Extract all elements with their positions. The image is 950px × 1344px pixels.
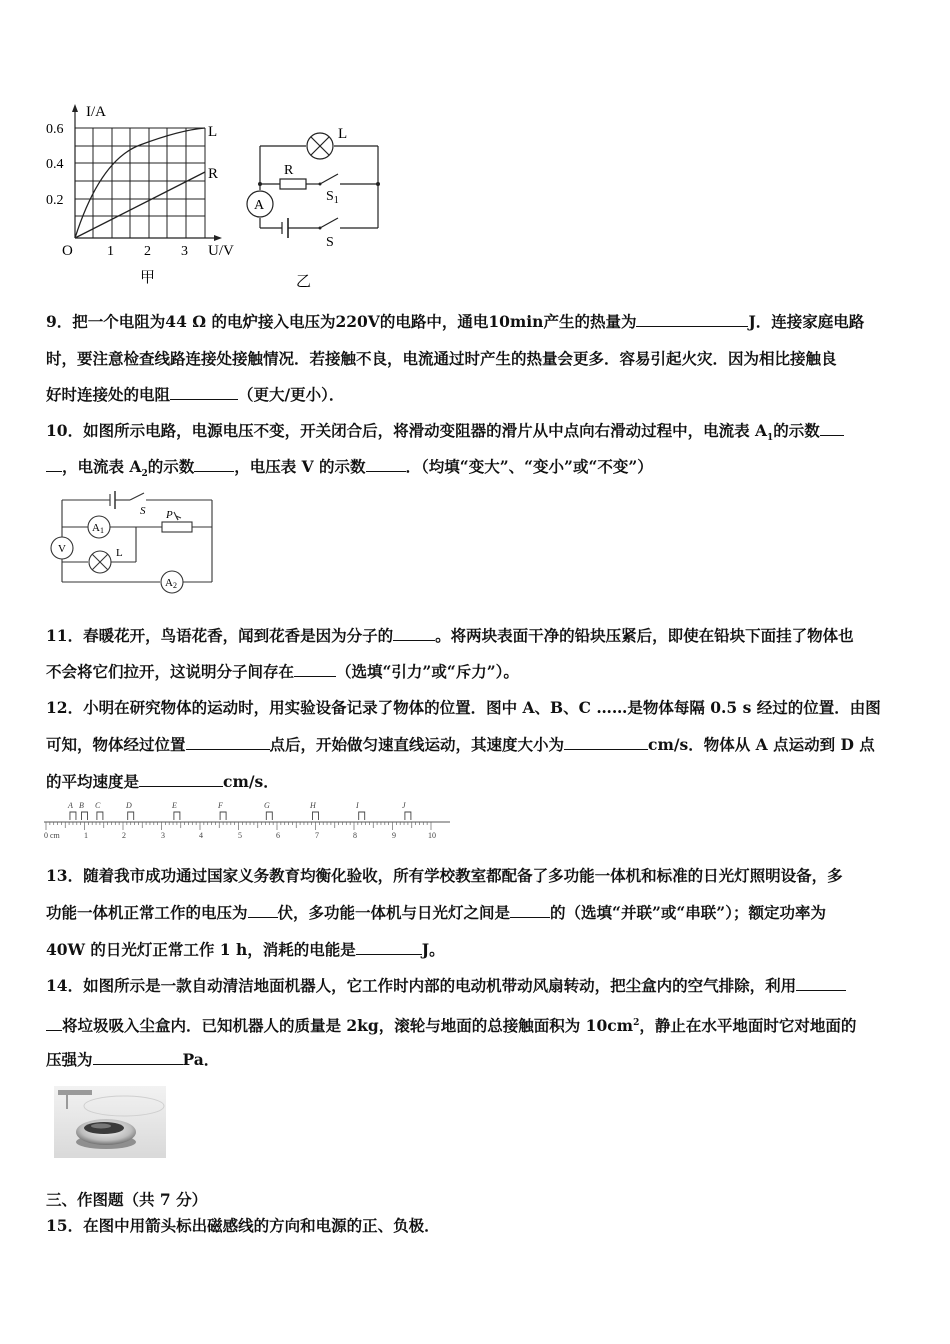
question-9-line-3: 好时连接处的电阻 （更大/更小）．: [46, 385, 345, 404]
circuit-q10: [44, 490, 220, 602]
ruler-position-marker: [82, 812, 88, 820]
y-tick: 0.6: [46, 122, 64, 137]
slider-label: P: [166, 509, 173, 521]
ruler-scale-label: 3: [161, 831, 165, 840]
ruler-position-marker: [220, 812, 226, 820]
x-tick: 2: [144, 244, 151, 259]
ruler-scale-label: 4: [199, 831, 203, 840]
ruler-scale-label: 6: [276, 831, 280, 840]
ruler-point-label: G: [264, 801, 270, 810]
ruler-scale-label: 10: [428, 831, 436, 840]
question-13-line-1: 13．随着我市成功通过国家义务教育均衡化验收，所有学校教室都配备了多功能一体机和标准的日光灯照明设备，多: [46, 866, 843, 885]
ruler-scale-label: 8: [353, 831, 357, 840]
ruler-position-marker: [313, 812, 319, 820]
answer-blank[interactable]: [194, 457, 234, 472]
lamp-label: L: [338, 126, 348, 142]
answer-blank[interactable]: [46, 1016, 62, 1031]
ruler-position-marker: [128, 812, 134, 820]
question-14-line-3: 压强为 Pa．: [46, 1050, 220, 1069]
question-13-line-2: 功能一体机正常工作的电压为 伏，多功能一体机与日光灯之间是 的（选填“并联”或“串联”）；额定功率为: [46, 903, 826, 922]
robot-vacuum-image: [54, 1086, 166, 1158]
origin-label: O: [62, 243, 73, 259]
ruler-position-marker: [405, 812, 411, 820]
x-tick: 3: [181, 244, 188, 259]
question-9-line-1: 9．把一个电阻为44 Ω 的电炉接入电压为220V的电路中，通电10min产生的热量为 J．连接家庭电路: [46, 312, 865, 331]
question-12-line-1: 12．小明在研究物体的运动时，用实验设备记录了物体的位置．图中 A、B、C ……是物体每隔 0.5 s 经过的位置．由图: [46, 698, 881, 717]
resistor-label: R: [284, 163, 294, 178]
question-10-line-2: ，电流表 $A_2$的示数 ，电压表 V 的示数 ．（均填“变大”、“变小”或“不变”）: [46, 457, 908, 484]
answer-blank[interactable]: [564, 735, 648, 750]
curve-label-r: R: [208, 166, 219, 182]
voltmeter-label: V: [58, 543, 66, 555]
figure-caption: 乙: [296, 274, 312, 290]
y-tick: 0.2: [46, 193, 64, 208]
ammeter1-label: A1: [92, 522, 104, 535]
answer-blank[interactable]: [636, 312, 748, 327]
lamp-label: L: [116, 547, 123, 559]
ruler-point-label: E: [172, 801, 177, 810]
question-12-line-3: 的平均速度是 cm/s．: [46, 772, 279, 791]
ruler-point-label: B: [79, 801, 84, 810]
ruler-point-label: A: [68, 801, 73, 810]
question-13-line-3: 40W 的日光灯正常工作 1 h，消耗的电能是 J。: [46, 940, 445, 959]
answer-blank[interactable]: [93, 1050, 183, 1065]
ruler-scale-label: 0 cm: [44, 831, 60, 840]
curve-label-l: L: [208, 124, 218, 140]
ruler-point-label: H: [310, 801, 316, 810]
ruler-scale-label: 5: [238, 831, 242, 840]
ruler-point-label: J: [402, 801, 406, 810]
answer-blank[interactable]: [796, 976, 846, 991]
answer-blank[interactable]: [248, 903, 278, 918]
y-axis-label: I/A: [86, 104, 106, 120]
ruler-point-label: I: [356, 801, 359, 810]
switch-label: S: [326, 235, 334, 250]
question-9-line-2: 时，要注意检查线路连接处接触情况．若接触不良，电流通过时产生的热量会更多．容易引起火灾．因为相比接触良: [46, 349, 837, 368]
x-axis-label: U/V: [208, 243, 234, 259]
answer-blank[interactable]: [510, 903, 550, 918]
ruler-q12: [44, 800, 454, 842]
question-11-line-2: 不会将它们拉开，这说明分子间存在 （选填“引力”或“斥力”）。: [46, 662, 519, 681]
ruler-position-marker: [359, 812, 365, 820]
section-3-heading: 三、作图题（共 7 分）: [46, 1190, 208, 1209]
graph-jia: [40, 100, 250, 290]
answer-blank[interactable]: [356, 940, 422, 955]
ruler-scale-label: 9: [392, 831, 396, 840]
ruler-scale-label: 7: [315, 831, 319, 840]
ruler-position-marker: [97, 812, 103, 820]
answer-blank[interactable]: [820, 421, 844, 436]
ruler-scale-label: 2: [122, 831, 126, 840]
y-tick: 0.4: [46, 157, 64, 172]
answer-blank[interactable]: [294, 662, 336, 677]
answer-blank[interactable]: [393, 626, 435, 641]
question-14-line-1: 14．如图所示是一款自动清洁地面机器人，它工作时内部的电动机带动风扇转动，把尘盒内的空气排除，利用: [46, 976, 908, 996]
question-10-line-1: 10．如图所示电路，电源电压不变，开关闭合后，将滑动变阻器的滑片从中点向右滑动过程中，电流表 $A_1$的示数: [46, 421, 908, 448]
ammeter2-label: A2: [165, 577, 177, 590]
answer-blank[interactable]: [186, 735, 270, 750]
ruler-position-marker: [174, 812, 180, 820]
ruler-scale-label: 1: [84, 831, 88, 840]
answer-blank[interactable]: [46, 457, 62, 472]
ammeter-label: A: [254, 198, 265, 213]
figure-caption: 甲: [140, 270, 156, 286]
question-11-line-1: 11．春暖花开，鸟语花香，闻到花香是因为分子的 。将两块表面干净的铅块压紧后，即使在铅块下面挂了物体也: [46, 626, 854, 645]
ruler-position-marker: [70, 812, 76, 820]
answer-blank[interactable]: [139, 772, 223, 787]
question-14-line-2: 将垃圾吸入尘盒内．已知机器人的质量是 2kg，滚轮与地面的总接触面积为 $10cm^2$，静止在水平地面时它对地面的: [46, 1013, 908, 1036]
answer-blank[interactable]: [366, 457, 406, 472]
answer-blank[interactable]: [170, 385, 238, 400]
ruler-point-label: C: [95, 801, 101, 810]
question-12-line-2: 可知，物体经过位置 点后，开始做匀速直线运动，其速度大小为 cm/s．物体从 A 点运动到 D 点: [46, 735, 875, 754]
switch-label: S: [140, 505, 146, 517]
question-15: 15．在图中用箭头标出磁感线的方向和电源的正、负极．: [46, 1216, 440, 1235]
x-tick: 1: [107, 244, 114, 259]
ruler-point-label: F: [218, 801, 223, 810]
switch1-label: $S_1$: [326, 189, 339, 206]
circuit-yi: [240, 118, 390, 293]
ruler-point-label: D: [126, 801, 132, 810]
ruler-position-marker: [266, 812, 272, 820]
